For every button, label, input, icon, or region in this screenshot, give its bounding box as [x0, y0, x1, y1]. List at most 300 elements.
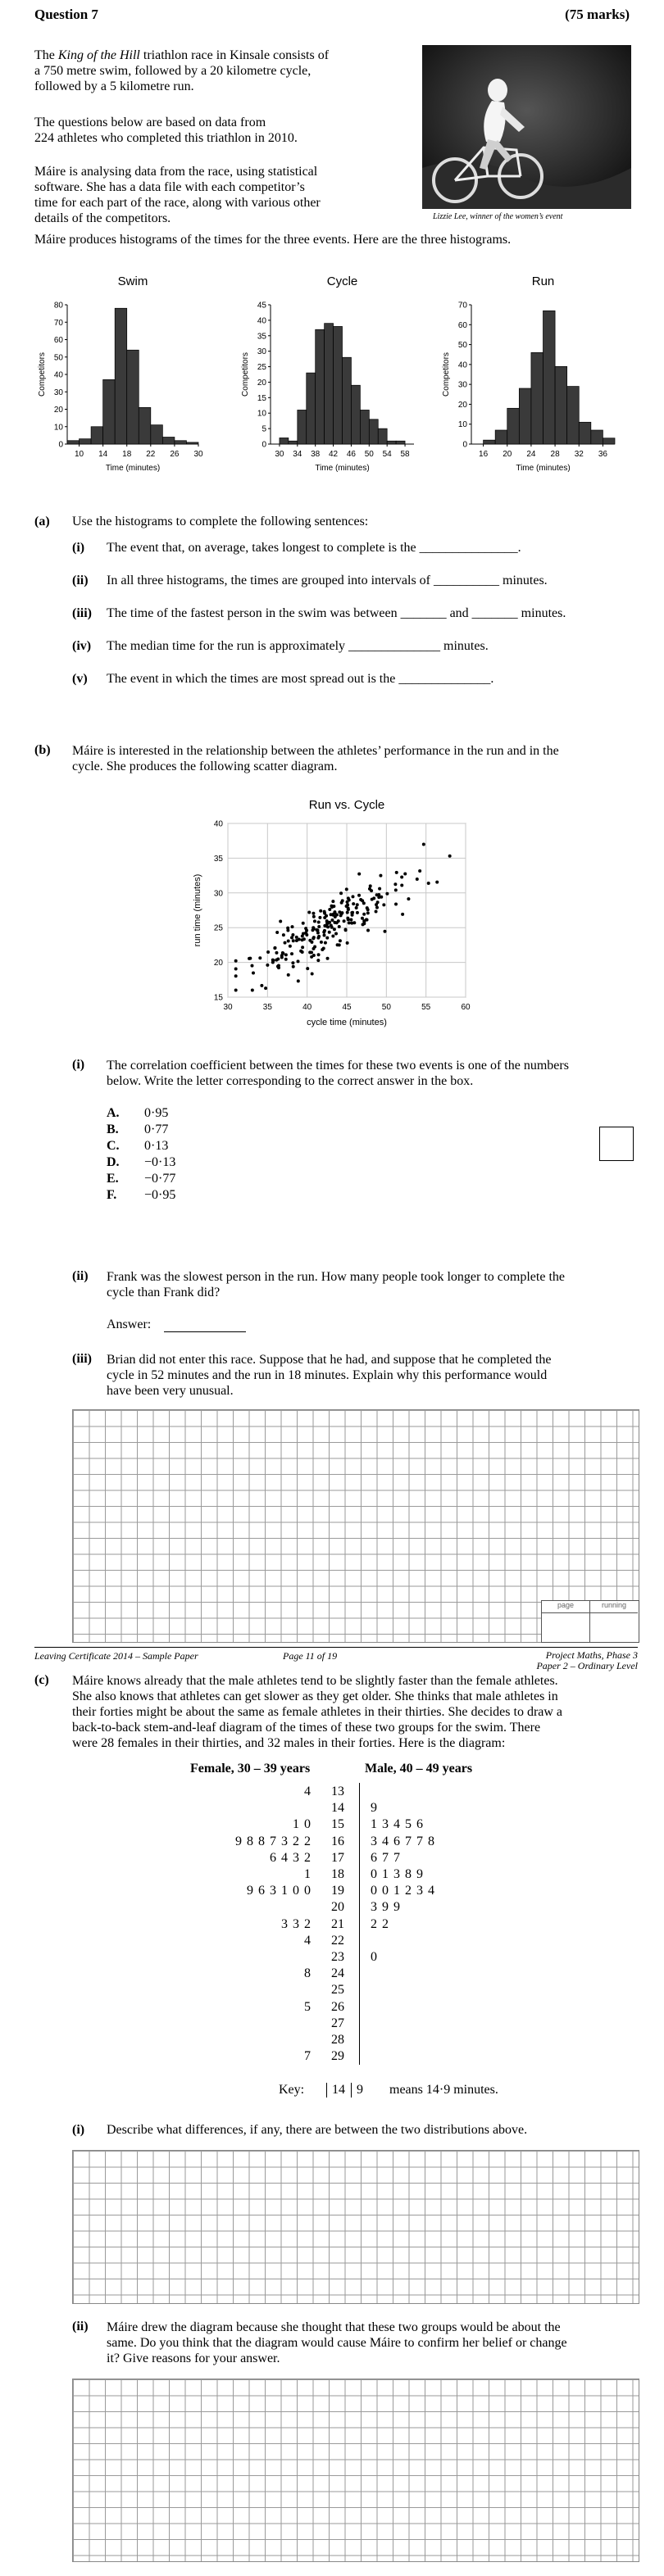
- histograms-figure: [25, 270, 648, 483]
- y-tick-label: 45: [257, 301, 266, 311]
- histogram-bar: [316, 329, 325, 444]
- scatter-point: [248, 957, 251, 960]
- scatter-point: [418, 869, 421, 873]
- scatter-point: [301, 946, 304, 949]
- y-tick-label: 80: [53, 301, 63, 311]
- x-axis-label: Time (minutes): [105, 464, 161, 473]
- y-tick-label: 0: [462, 440, 467, 450]
- scatter-point: [291, 933, 294, 937]
- y-tick-label: 40: [53, 370, 63, 380]
- option-value: 0·13: [144, 1139, 169, 1153]
- x-tick-label: 14: [98, 450, 108, 459]
- histogram-bar: [325, 324, 334, 444]
- scatter-point: [292, 965, 295, 968]
- histogram-bar: [591, 430, 603, 444]
- part-a-item-text: In all three histograms, the times are grouped into intervals of __________ minutes.: [107, 574, 548, 587]
- histogram-bar: [543, 311, 556, 444]
- answer-grid-c-i[interactable]: [72, 2150, 639, 2304]
- scatter-point: [366, 918, 369, 922]
- scatter-point: [322, 946, 325, 950]
- x-tick-label: 60: [461, 1003, 471, 1012]
- scatter-point: [284, 953, 288, 956]
- part-a-label: (a): [34, 515, 50, 528]
- footer-page: Page 11 of 19: [283, 1650, 338, 1662]
- stem-leaf-stem: 25: [331, 1983, 344, 1998]
- scatter-point: [350, 911, 353, 914]
- stem-leaf-female-leaves: 3 3 2: [281, 1916, 312, 1931]
- scatter-point: [307, 910, 311, 914]
- scatter-point: [266, 964, 269, 967]
- scatter-point: [251, 989, 254, 992]
- stem-leaf-female-leaves: 4: [304, 1933, 312, 1948]
- scatter-point: [325, 922, 329, 925]
- scatter-point: [319, 909, 322, 913]
- scatter-point: [276, 957, 280, 960]
- x-tick-label: 50: [381, 1003, 391, 1012]
- scatter-point: [357, 894, 361, 897]
- scatter-point: [310, 941, 313, 944]
- scatter-point: [356, 903, 359, 906]
- scatter-point: [345, 887, 348, 891]
- scatter-point: [264, 986, 267, 990]
- scatter-point: [375, 910, 378, 914]
- x-tick-label: 45: [342, 1003, 352, 1012]
- intro-paragraph-3: Máire is analysing data from the race, using statistical software. She has a data file with each competitor’s time for each part of the race, along with various other details of the competitors.: [34, 165, 321, 225]
- part-a-item-text: The median time for the run is approximately ______________ minutes.: [107, 639, 489, 653]
- scatter-point: [352, 921, 356, 924]
- y-tick-label: 0: [58, 440, 63, 450]
- scatter-point: [306, 967, 309, 970]
- scatter-point: [403, 872, 407, 875]
- scatter-point: [339, 939, 342, 942]
- scatter-point: [352, 902, 355, 905]
- part-a-item-number: (i): [72, 541, 85, 555]
- scatter-point: [326, 957, 330, 960]
- y-tick-label: 5: [262, 424, 266, 434]
- histogram-swim: [38, 274, 203, 473]
- part-b-intro: Máire is interested in the relationship between the athletes’ performance in the run and in the cycle. She produces the following scatter diagram.: [72, 744, 559, 773]
- scatter-point: [295, 936, 298, 939]
- histogram-bar: [519, 388, 531, 444]
- histogram-bar: [387, 441, 396, 444]
- histogram-bar: [334, 326, 343, 444]
- part-c-intro-line: Máire knows already that the male athletes tend to be slightly faster than the female athletes.: [72, 1674, 558, 1688]
- stem-leaf-stem: 27: [331, 2016, 344, 2030]
- option-letter: A.: [107, 1106, 120, 1120]
- x-tick-label: 30: [275, 450, 284, 459]
- histogram-bar: [378, 429, 387, 444]
- y-axis-label: run time (minutes): [193, 873, 202, 947]
- scatter-point: [301, 938, 304, 941]
- scatter-point: [291, 925, 294, 928]
- scatter-point: [317, 920, 321, 923]
- page-box-cell: page: [542, 1601, 590, 1642]
- part-c-intro: [72, 1673, 646, 1751]
- scatter-point: [320, 941, 323, 944]
- stem-leaf-stem: 17: [331, 1850, 344, 1865]
- question-marks: (75 marks): [565, 7, 630, 22]
- scatter-point: [297, 979, 300, 982]
- part-c-intro-line: back-to-back stem-and-leaf diagram of the times of these two groups for the swim. There: [72, 1721, 541, 1735]
- scatter-point: [366, 911, 370, 914]
- scatter-point: [289, 945, 292, 948]
- scatter-point: [325, 937, 329, 940]
- scatter-point: [435, 881, 439, 884]
- scatter-point: [312, 912, 315, 915]
- intro-paragraph-2: The questions below are based on data from 224 athletes who completed this triathlon in 2010.: [34, 116, 298, 145]
- scatter-point: [313, 919, 316, 923]
- y-tick-label: 35: [213, 854, 223, 864]
- scatter-point: [318, 916, 321, 919]
- scatter-point: [330, 905, 334, 909]
- scatter-point: [299, 950, 302, 953]
- scatter-point: [301, 934, 304, 937]
- scatter-point: [322, 933, 325, 937]
- part-a-intro: Use the histograms to complete the following sentences:: [72, 515, 369, 528]
- histogram-bar: [115, 308, 127, 444]
- scatter-point: [258, 956, 262, 959]
- option-letter: C.: [107, 1139, 120, 1153]
- histogram-bar: [67, 441, 80, 444]
- y-tick-label: 40: [213, 819, 223, 829]
- y-tick-label: 0: [262, 440, 266, 450]
- scatter-point: [330, 918, 334, 922]
- histogram-bar: [91, 427, 103, 444]
- scatter-point: [312, 937, 315, 940]
- stem-leaf-male-leaves: 0: [371, 1950, 378, 1964]
- scatter-point: [382, 903, 385, 906]
- scatter-point: [279, 919, 282, 923]
- scatter-point: [368, 887, 371, 891]
- scatter-point: [315, 928, 318, 932]
- scatter-point: [416, 878, 419, 881]
- scatter-point: [336, 943, 339, 946]
- scatter-point: [341, 899, 344, 902]
- y-tick-label: 20: [257, 378, 266, 388]
- histogram-bar: [343, 357, 352, 444]
- stem-leaf-female-leaves: 1: [304, 1867, 312, 1881]
- stem-leaf-male-leaves: 2 2: [371, 1916, 389, 1931]
- histogram-bar: [80, 439, 92, 444]
- scatter-point: [266, 950, 270, 954]
- scatter-point: [317, 935, 321, 938]
- stem-leaf-stem: 13: [331, 1785, 344, 1798]
- histogram-bar: [603, 438, 615, 444]
- key-meaning: means 14·9 minutes.: [389, 2083, 498, 2097]
- x-tick-label: 36: [598, 450, 607, 459]
- x-tick-label: 30: [193, 450, 203, 459]
- scatter-point: [252, 971, 255, 974]
- scatter-point: [328, 931, 331, 934]
- option-value: −0·13: [144, 1155, 176, 1169]
- scatter-point: [317, 925, 321, 928]
- photo-caption: Lizzie Lee, winner of the women’s event: [433, 212, 563, 221]
- stem-leaf-female-leaves: 9 8 8 7 3 2 2: [235, 1834, 312, 1848]
- stem-leaf-stem: 29: [331, 2049, 344, 2064]
- footer-right: Project Maths, Phase 3 Paper 2 – Ordinary Level: [536, 1650, 638, 1671]
- x-tick-label: 24: [526, 450, 536, 459]
- running-box-cell: running: [601, 1601, 627, 1609]
- scatter-point: [339, 914, 343, 917]
- part-c-intro-line: were 28 females in their thirties, and 32 males in their forties. Here is the diagram:: [72, 1736, 506, 1750]
- scatter-point: [326, 925, 330, 928]
- x-tick-label: 22: [146, 450, 156, 459]
- part-a-item-number: (iv): [72, 639, 92, 653]
- scatter-point: [287, 973, 290, 977]
- histogram-cycle: [241, 274, 414, 473]
- x-tick-label: 32: [574, 450, 584, 459]
- scatter-point: [356, 911, 359, 914]
- scatter-point: [317, 953, 321, 956]
- scatter-point: [334, 932, 338, 935]
- scatter-point: [343, 919, 346, 923]
- x-tick-label: 38: [311, 450, 321, 459]
- stem-leaf-male-leaves: 3 9 9: [371, 1900, 401, 1915]
- y-tick-label: 20: [53, 406, 63, 415]
- scatter-point: [400, 875, 403, 878]
- scatter-point: [366, 906, 369, 909]
- answer-grid-c-ii[interactable]: [72, 2379, 639, 2562]
- part-b-i-label: (i): [72, 1058, 85, 1072]
- part-a-item-text: The time of the fastest person in the swim was between _______ and _______ minutes.: [107, 606, 566, 620]
- y-tick-label: 25: [257, 363, 266, 373]
- x-tick-label: 10: [74, 450, 84, 459]
- histogram-bar: [579, 422, 591, 444]
- answer-box[interactable]: [599, 1127, 634, 1161]
- part-c-ii-label: (ii): [72, 2320, 89, 2333]
- y-tick-label: 20: [457, 400, 467, 410]
- scatter-point: [311, 973, 314, 976]
- scatter-point: [379, 874, 382, 878]
- scatter-point: [322, 931, 325, 934]
- histogram-bar: [127, 350, 139, 444]
- histogram-bar: [484, 440, 496, 444]
- scatter-point: [361, 899, 364, 902]
- option-letter: F.: [107, 1188, 117, 1202]
- scatter-point: [331, 900, 334, 903]
- scatter-point: [312, 954, 316, 957]
- scatter-point: [333, 927, 336, 931]
- scatter-point: [297, 959, 300, 963]
- x-axis-label: Time (minutes): [315, 464, 370, 473]
- y-tick-label: 30: [213, 889, 223, 899]
- stem-leaf-male-leaves: 0 0 1 2 3 4: [371, 1884, 435, 1898]
- scatter-point: [234, 959, 238, 963]
- scatter-point: [331, 934, 334, 937]
- y-tick-label: 60: [53, 336, 63, 345]
- key-label: Key:: [279, 2083, 305, 2097]
- scatter-point: [310, 950, 313, 954]
- scatter-point: [304, 927, 307, 930]
- scatter-point: [287, 940, 290, 943]
- stem-leaf-female-leaves: 1 0: [293, 1817, 312, 1832]
- scatter-point: [351, 895, 354, 898]
- scatter-point: [401, 913, 404, 916]
- stem-leaf-stem: 14: [331, 1801, 344, 1816]
- scatter-point: [375, 893, 379, 896]
- footer-rule: [34, 1647, 638, 1648]
- y-tick-label: 35: [257, 332, 266, 342]
- part-c-i-label: (i): [72, 2123, 85, 2137]
- option-value: −0·77: [144, 1172, 176, 1186]
- part-a-item-number: (v): [72, 672, 88, 686]
- x-axis-label: Time (minutes): [516, 464, 571, 473]
- scatter-point: [427, 882, 430, 885]
- histogram-title: Cycle: [326, 274, 358, 288]
- scatter-point: [333, 921, 336, 924]
- y-tick-label: 30: [257, 347, 266, 357]
- stem-leaf-female-leaves: 7: [304, 2049, 312, 2064]
- stem-leaf-male-leaves: 1 3 4 5 6: [371, 1817, 424, 1832]
- scatter-point: [286, 929, 289, 932]
- histogram-bar: [307, 373, 316, 444]
- scatter-point: [304, 932, 307, 935]
- cyclist-photo: [422, 45, 631, 209]
- scatter-point: [330, 913, 333, 916]
- scatter-point: [366, 929, 370, 932]
- histogram-bar: [186, 442, 198, 444]
- scatter-point: [284, 941, 287, 945]
- y-tick-label: 15: [213, 993, 223, 1003]
- histogram-bar: [280, 438, 289, 444]
- scatter-point: [338, 925, 341, 928]
- scatter-point: [347, 896, 350, 900]
- y-tick-label: 20: [213, 959, 223, 968]
- y-tick-label: 70: [457, 301, 467, 311]
- scatter-point: [347, 918, 350, 921]
- part-c-i-text: Describe what differences, if any, there are between the two distributions above.: [107, 2123, 528, 2137]
- scatter-point: [371, 898, 374, 901]
- stem-leaf-stem: 26: [331, 1999, 344, 2014]
- scatter-point: [361, 917, 364, 920]
- scatter-point: [394, 903, 398, 906]
- x-tick-label: 28: [550, 450, 560, 459]
- scatter-point: [280, 955, 284, 959]
- histogram-bar: [151, 425, 163, 444]
- y-tick-label: 50: [457, 341, 467, 351]
- scatter-point: [393, 882, 397, 886]
- x-tick-label: 55: [421, 1003, 431, 1012]
- scatter-point: [375, 906, 379, 909]
- scatter-point: [234, 989, 238, 992]
- stem-leaf-male-leaves: 0 1 3 8 9: [371, 1867, 424, 1881]
- part-a-item-text: The event in which the times are most spread out is the ______________.: [107, 672, 494, 686]
- stem-leaf-female-leaves: 5: [304, 1999, 312, 2014]
- histogram-bar: [531, 352, 543, 444]
- scatter-point: [271, 959, 275, 962]
- x-tick-label: 18: [122, 450, 132, 459]
- histogram-bar: [289, 441, 298, 444]
- y-axis-label: Competitors: [38, 352, 47, 397]
- part-b-ii-text: Frank was the slowest person in the run. How many people took longer to complete the cycle than Frank did?: [107, 1270, 565, 1299]
- stem-leaf-stem: 21: [331, 1916, 344, 1931]
- y-tick-label: 10: [53, 423, 63, 433]
- histogram-bar: [396, 441, 405, 444]
- histogram-bar: [162, 438, 175, 445]
- intro-paragraph-1: The King of the Hill triathlon race in Kinsale consists of a 750 metre swim, followed by a 20 kilometre cycle, followed by a 5 kilometre run.: [34, 48, 330, 93]
- scatter-point: [346, 911, 349, 914]
- part-b-ii-label: (ii): [72, 1269, 89, 1283]
- scatter-point: [316, 931, 320, 934]
- scatter-point: [290, 952, 293, 955]
- scatter-point: [234, 967, 238, 970]
- scatter-point: [275, 931, 279, 934]
- x-tick-label: 58: [400, 450, 410, 459]
- scatter-point: [344, 928, 348, 932]
- part-b-i-text: The correlation coefficient between the times for these two events is one of the numbers below. Write the letter corresponding to the correct answer in the box.: [107, 1059, 569, 1088]
- scatter-point: [324, 941, 327, 945]
- part-a-item-number: (iii): [72, 606, 92, 620]
- part-b-label: (b): [34, 743, 51, 757]
- scatter-point: [362, 923, 365, 926]
- y-tick-label: 60: [457, 320, 467, 330]
- y-tick-label: 40: [257, 316, 266, 326]
- histogram-bar: [495, 430, 507, 444]
- scatter-point: [339, 891, 343, 895]
- y-tick-label: 30: [53, 388, 63, 397]
- stem-leaf-female-leaves: 4: [304, 1785, 312, 1798]
- scatter-point: [346, 903, 349, 906]
- scatter-point: [234, 974, 238, 977]
- scatter-point: [273, 946, 276, 950]
- scatter-point: [355, 906, 358, 909]
- scatter-point: [348, 921, 351, 924]
- histogram-bar: [175, 441, 187, 444]
- histogram-bar: [507, 408, 520, 444]
- scatter-point: [284, 958, 288, 961]
- scatter-point: [349, 918, 352, 922]
- scatter-point: [313, 946, 316, 949]
- scatter-point: [347, 908, 350, 911]
- part-c-label: (c): [34, 1673, 49, 1687]
- x-tick-label: 46: [346, 450, 356, 459]
- x-tick-label: 30: [223, 1003, 233, 1012]
- scatter-point: [323, 916, 326, 919]
- option-letter: B.: [107, 1122, 119, 1136]
- scatter-point: [312, 915, 316, 918]
- part-b-iii-text: Brian did not enter this race. Suppose that he had, and suppose that he completed the cycle in 52 minutes and the run in 18 minutes. Explain why this performance would have been very unusual.: [107, 1353, 552, 1398]
- scatter-title: Run vs. Cycle: [308, 798, 385, 812]
- histogram-bar: [351, 385, 360, 444]
- histogram-intro: Máire produces histograms of the times for the three events. Here are the three histograms.: [34, 233, 512, 247]
- stem-leaf-stem: 22: [331, 1933, 344, 1948]
- scatter-point: [346, 941, 349, 945]
- answer-line[interactable]: [164, 1331, 246, 1332]
- x-tick-label: 16: [479, 450, 489, 459]
- scatter-point: [448, 855, 452, 858]
- scatter-point: [291, 961, 294, 964]
- scatter-point: [316, 959, 320, 962]
- option-value: 0·77: [144, 1122, 169, 1136]
- stem-leaf-stem: 20: [331, 1900, 344, 1915]
- footer-left: Leaving Certificate 2014 – Sample Paper: [34, 1650, 198, 1662]
- stem-leaf-male-leaves: 6 7 7: [371, 1850, 401, 1865]
- stem-leaf-left-header: Female, 30 – 39 years: [190, 1762, 311, 1776]
- x-tick-label: 34: [293, 450, 302, 459]
- option-letter: D.: [107, 1155, 120, 1169]
- scatter-point: [383, 930, 386, 933]
- option-letter: E.: [107, 1172, 119, 1186]
- stem-leaf-stem: 19: [331, 1884, 344, 1898]
- part-b-iii-label: (iii): [72, 1352, 92, 1366]
- scatter-point: [250, 964, 253, 968]
- scatter-point: [328, 908, 331, 911]
- stem-leaf-stem: 23: [331, 1950, 344, 1964]
- x-tick-label: 50: [364, 450, 374, 459]
- y-tick-label: 30: [457, 380, 467, 390]
- part-c-ii-text: Máire drew the diagram because she thought that these two groups would be about the same. Do you think that the diagram would cause Máire to confirm her belief or change it? Give reasons for your answer.: [107, 2320, 567, 2365]
- histogram-run: [442, 274, 615, 473]
